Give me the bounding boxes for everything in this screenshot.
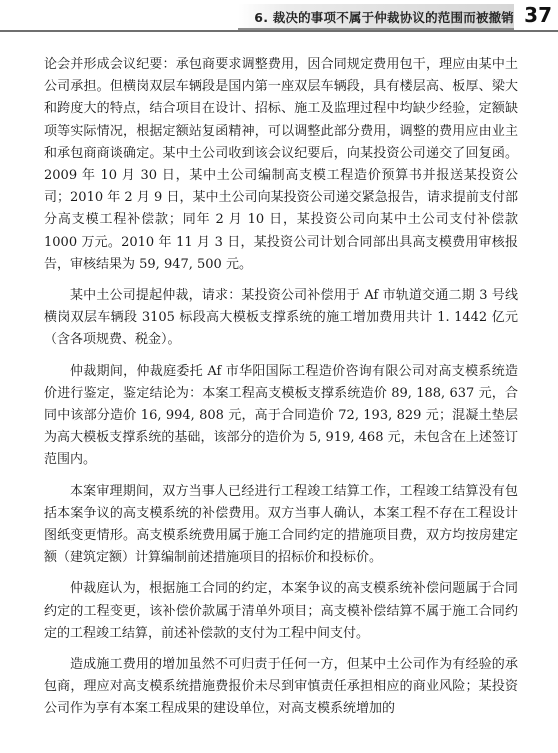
page-number: 37 [524, 3, 552, 27]
running-header [0, 0, 558, 34]
paragraph-settlement: 本案审理期间，双方当事人已经进行工程竣工结算工作，工程竣工结算没有包括本案争议的高支模系统的补偿费用。双方当事人确认，本案工程不存在工程设计图纸变更情形。高支模系统费用属于施工合同约定的措施项目费，双方均按房建定额（建筑定额）计算编制前述措施项目的招标价和投标价。 [44, 483, 518, 566]
paragraph-continued: 论会并形成会议纪要：承包商要求调整费用，因合同规定费用包干，理应由某中土公司承担。但横岗双层车辆段是国内第一座双层车辆段，具有楼层高、板厚、梁大和跨度大的特点，结合项目在设计、招标、施工及监理过程中均缺少经验，定额缺项等实际情况，根据定额站复函精神，可以调整此部分费用，调整的费用应由业主和承包商商谈确定。某中土公司收到该会议纪要后，向某投资公司递交了回复函。2009 年 10 月 30 日，某中土公司编制高支模工程造价预算书并报送某投资公司；2010 年 2 月 9 日，某中土公司向某投资公司递交紧急报告，请求提前支付部分高支模工程补偿款；同年 2 月 10 日，某投资公司向某中土公司支付补偿款 1000 万元。2010 年 11 月 3 日，某投资公司计划合同部出具高支模费用审核报告，审核结果为 59, 947, 500 元。 [44, 57, 518, 272]
paragraph-arbitration-claim: 某中土公司提起仲裁，请求：某投资公司补偿用于 Af 市轨道交通二期 3 号线横岗双层车辆段 3105 标段高大模板支撑系统的施工增加费用共计 1. 1442 亿元（含各项规费、税金）。 [44, 288, 518, 348]
paragraph-risk-allocation: 造成施工费用的增加虽然不可归责于任何一方，但某中土公司作为有经验的承包商，理应对高支模系统措施费报价未尽到审慎责任承担相应的商业风险；某投资公司作为享有本案工程成果的建设单位，对高支模系统增加的 [44, 657, 518, 717]
chapter-title: 6. 裁决的事项不属于仲裁协议的范围而被撤销 [254, 10, 514, 25]
header-rule [0, 30, 558, 32]
paragraph-cost-appraisal: 仲裁期间，仲裁庭委托 Af 市华阳国际工程造价咨询有限公司对高支模系统造价进行鉴定，鉴定结论为：本案工程高支模板支撑系统造价 89, 188, 637 元，合同中该部分造价 16, 994, 808 元，高于合同造价 72, 193, 829 元；混凝土垫层为高大模板支撑系统的基础，该部分的造价为 5, 919, 468 元，未包含在上述签订范围内。 [44, 363, 518, 468]
body-text [44, 54, 518, 730]
paragraph-tribunal-view: 仲裁庭认为，根据施工合同的约定，本案争议的高支模系统补偿问题属于合同约定的工程变更，该补偿价款属于清单外项目；高支模补偿结算不属于施工合同约定的工程竣工结算，前述补偿款的支付为工程中间支付。 [44, 581, 518, 641]
